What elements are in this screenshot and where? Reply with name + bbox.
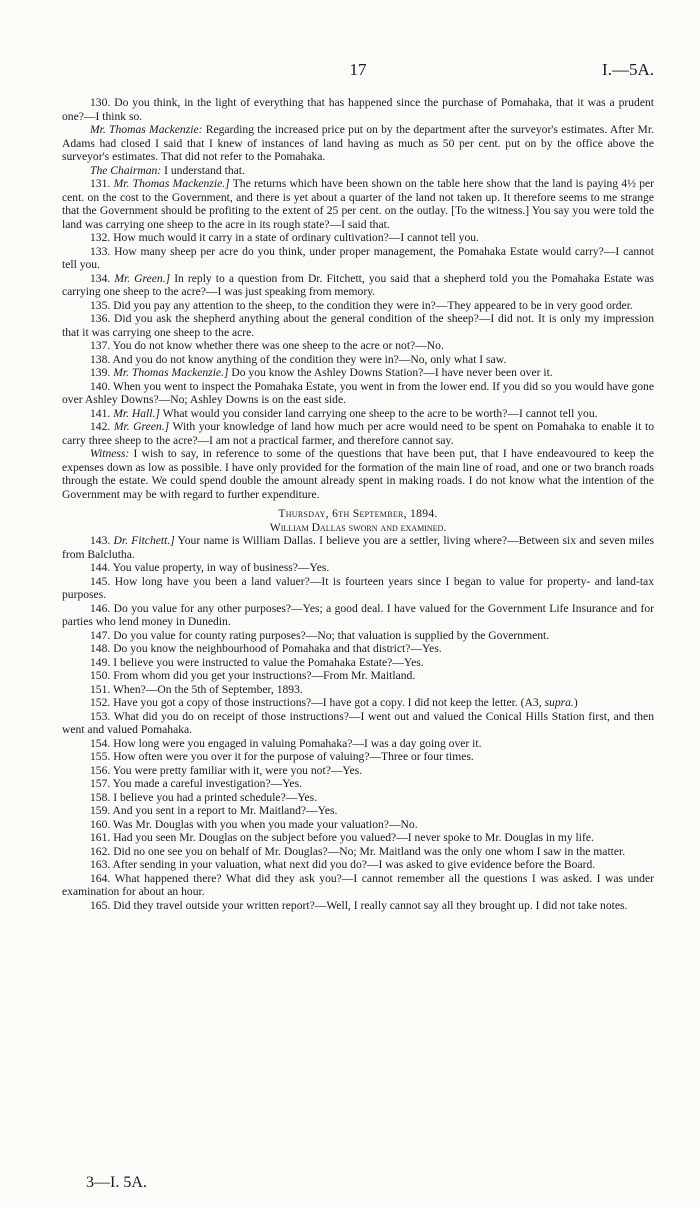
speaker-label: Dr. Fitchett.]: [113, 534, 175, 547]
paragraph-text: 136. Did you ask the shepherd anything about the general condition of the sheep?—I did not. It is only my impression that it was carrying one sheep to the acre.: [62, 312, 654, 339]
paragraph-text: ): [573, 696, 578, 709]
paragraph: [62, 164, 654, 178]
speaker-label: Witness:: [90, 447, 130, 460]
paragraph-text: What would you consider land carrying one sheep to the acre to be worth?—I cannot tell you.: [159, 406, 598, 420]
paragraph-text: 152. Have you got a copy of those instructions?—I have got a copy. I did not keep the letter. (A3,: [90, 696, 545, 709]
paragraph: [62, 272, 654, 299]
paragraph-text: 138. And you do not know anything of the condition they were in?—No, only what I saw.: [90, 352, 507, 366]
paragraph: [62, 339, 654, 353]
paragraph-text: 164. What happened there? What did they ask you?—I cannot remember all the questions I was asked. I was under examination for about an hour.: [62, 871, 654, 898]
paragraph: [62, 710, 654, 737]
paragraph-text: Regarding the increased price put on by the department after the surveyor's estimates. After Mr. Adams had closed I said that I knew of instances of land having as much as 50 per cent. put on by the office above the surveyor's estimates. That did not refer to the Pomahaka.: [62, 123, 654, 163]
paragraph-text: 155. How often were you over it for the purpose of valuing?—Three or four times.: [90, 750, 474, 763]
paragraph-text: 153. What did you do on receipt of those instructions?—I went out and valued the Conical Hills Station first, and then went and valued Pomahaka.: [62, 709, 654, 736]
speaker-label: Mr. Green.]: [113, 420, 170, 433]
paragraph-text: 157. You made a careful investigation?—Yes.: [90, 777, 302, 790]
paragraph: [62, 312, 654, 339]
paragraph-text: Your name is William Dallas. I believe you are a settler, living where?—Between six and seven miles from Balclutha.: [62, 534, 654, 561]
paragraph-text: 156. You were pretty familiar with it, were you not?—Yes.: [90, 763, 363, 777]
paragraph-text: 145. How long have you been a land valuer?—It is fourteen years since I began to value for property- and land-tax purposes.: [62, 574, 654, 601]
paragraph-text: With your knowledge of land how much per acre would need to be spent on Pomahaka to enable it to carry three sheep to the acre?—I am not a practical farmer, and therefore cannot say.: [62, 420, 655, 447]
speaker-label: supra.: [544, 696, 574, 709]
paragraph: [62, 407, 654, 421]
paragraph: [62, 804, 654, 818]
paragraph: [62, 750, 654, 764]
paragraph-text: 144. You value property, in way of business?—Yes.: [90, 561, 330, 574]
paragraph: [62, 831, 654, 845]
paragraph: [62, 669, 654, 683]
speaker-label: Mr. Thomas Mackenzie.]: [113, 366, 229, 379]
paragraph: [62, 818, 654, 832]
paragraph-text: 159. And you sent in a report to Mr. Maitland?—Yes.: [90, 804, 338, 817]
paragraph-text: 133. How many sheep per acre do you think, under proper management, the Pomahaka Estate would carry?—I cannot tell you.: [62, 244, 654, 271]
paragraph: [62, 231, 654, 245]
paragraph-text: I wish to say, in reference to some of the questions that have been put, that I have endeavoured to keep the expenses down as low as possible. I have only provided for the formation of the main line of road, and one or two branch roads through the estate. We could spend double the amount already spent in making roads. I do not know what the intention of the Government may be with regard to further expenditure.: [62, 447, 654, 501]
paragraph: [62, 696, 654, 710]
paragraph-text: 134.: [90, 271, 115, 285]
paragraph-text: 147. Do you value for county rating purposes?—No; that valuation is supplied by the Government.: [90, 628, 550, 642]
paragraph: [62, 642, 654, 656]
paragraph-text: 148. Do you know the neighbourhood of Pomahaka and that district?—Yes.: [90, 642, 442, 655]
paragraph: [62, 872, 654, 899]
paragraph: [62, 96, 654, 123]
paragraph: [62, 380, 654, 407]
testimony-section-1: [62, 96, 654, 501]
paragraph: [62, 602, 654, 629]
paragraph: [62, 123, 654, 164]
page-body: [62, 96, 654, 912]
paragraph-text: 139.: [90, 366, 114, 379]
paragraph-text: I understand that.: [161, 163, 245, 177]
paragraph: [62, 683, 654, 697]
paragraph: [62, 420, 654, 447]
paragraph: [62, 177, 654, 231]
paragraph: [62, 299, 654, 313]
speaker-label: Mr. Thomas Mackenzie.]: [113, 177, 230, 190]
paragraph-text: The returns which have been shown on the table here show that the land is paying 4½ per cent. on the cost to the Government, and there is yet about a quarter of the land not taken up. It therefore seems to me strange that the Government should be profiting to the extent of 25 per cent. on the outlay. [To the witness.] You say you were told the land was carrying one sheep to the acre in its rough state?—I said that.: [62, 177, 655, 231]
paragraph: [62, 534, 654, 561]
paragraph-text: 130. Do you think, in the light of everything that has happened since the purchase of Pomahaka, that it was a prudent one?—I think so.: [62, 96, 654, 123]
paragraph: [62, 791, 654, 805]
document-reference: I.—5A.: [602, 60, 654, 79]
paragraph: [62, 447, 654, 501]
paragraph-text: 163. After sending in your valuation, what next did you do?—I was asked to give evidence before the Board.: [90, 858, 596, 871]
paragraph-text: 141.: [90, 406, 114, 420]
paragraph: [62, 353, 654, 367]
paragraph-text: 146. Do you value for any other purposes?—Yes; a good deal. I have valued for the Government Life Insurance and for parties who lend money in Dunedin.: [62, 601, 654, 628]
paragraph-text: 131.: [90, 177, 114, 190]
paragraph: [62, 656, 654, 670]
paragraph-text: 162. Did no one see you on behalf of Mr. Douglas?—No; Mr. Maitland was the only one whom I saw in the matter.: [90, 844, 626, 858]
paragraph: [62, 899, 654, 913]
page-header: [62, 60, 654, 82]
paragraph: [62, 561, 654, 575]
page-number: 17: [349, 60, 367, 79]
speaker-label: Mr. Thomas Mackenzie:: [90, 123, 203, 136]
paragraph-text: 165. Did they travel outside your written report?—Well, I really cannot say all they brought up. I did not take notes.: [90, 898, 628, 912]
paragraph: [62, 764, 654, 778]
paragraph-text: 158. I believe you had a printed schedule?—Yes.: [90, 790, 318, 804]
speaker-label: Mr. Green.]: [114, 271, 171, 285]
signature-mark: 3—I. 5A.: [86, 1174, 147, 1191]
paragraph-text: 142.: [90, 420, 114, 433]
paragraph-text: 135. Did you pay any attention to the sheep, to the condition they were in?—They appeared to be in very good order.: [90, 298, 633, 312]
paragraph-text: 151. When?—On the 5th of September, 1893.: [90, 682, 303, 696]
paragraph: [62, 777, 654, 791]
paragraph-text: 143.: [90, 534, 114, 547]
paragraph-text: In reply to a question from Dr. Fitchett, you said that a shepherd told you the Pomahaka Estate was carrying one sheep to the acre?—I was just speaking from memory.: [62, 271, 655, 298]
paragraph-text: 160. Was Mr. Douglas with you when you made your valuation?—No.: [90, 817, 418, 831]
speaker-label: The Chairman:: [90, 163, 162, 177]
paragraph-text: 132. How much would it carry in a state of ordinary cultivation?—I cannot tell you.: [90, 231, 479, 244]
paragraph: [62, 858, 654, 872]
paragraph: [62, 245, 654, 272]
paragraph: [62, 737, 654, 751]
paragraph: [62, 629, 654, 643]
paragraph-text: 140. When you went to inspect the Pomahaka Estate, you went in from the lower end. If you did so you would have gone over Ashley Downs?—No; Ashley Downs is on the east side.: [62, 379, 654, 406]
paragraph-text: 149. I believe you were instructed to value the Pomahaka Estate?—Yes.: [90, 655, 424, 669]
testimony-section-2: [62, 534, 654, 912]
paragraph-text: Do you know the Ashley Downs Station?—I have never been over it.: [228, 366, 553, 379]
paragraph: [62, 575, 654, 602]
paragraph-text: 154. How long were you engaged in valuing Pomahaka?—I was a day going over it.: [90, 736, 482, 750]
date-heading: Thursday, 6th September, 1894.: [278, 507, 438, 520]
speaker-label: Mr. Hall.]: [113, 406, 160, 420]
witness-heading: William Dallas sworn and examined.: [269, 520, 447, 534]
paragraph: [62, 366, 654, 380]
paragraph: [62, 845, 654, 859]
paragraph-text: 150. From whom did you get your instructions?—From Mr. Maitland.: [90, 669, 416, 682]
paragraph-text: 161. Had you seen Mr. Douglas on the subject before you valued?—I never spoke to Mr. Douglas in my life.: [90, 831, 594, 844]
paragraph-text: 137. You do not know whether there was one sheep to the acre or not?—No.: [90, 339, 444, 352]
